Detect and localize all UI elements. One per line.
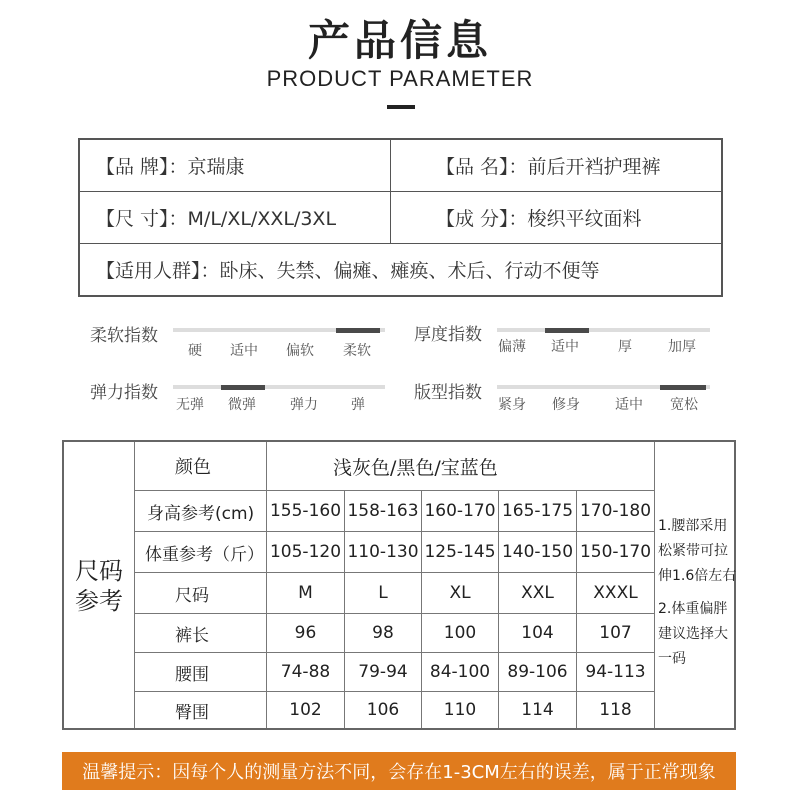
product-name-cell: 【品 名】：前后开裆护理裤: [436, 156, 661, 178]
size-cell: 160-170: [424, 501, 496, 521]
grid-line: [576, 490, 577, 728]
title-divider: [387, 105, 415, 109]
size-cell: 110-130: [347, 542, 419, 562]
softness-option: 柔软: [343, 343, 371, 359]
size-cell: XXL: [521, 583, 554, 603]
size-row-label: 臀围: [175, 702, 209, 723]
softness-scale: [173, 328, 385, 332]
size-reference-table: [62, 440, 736, 730]
color-value: 浅灰色/黑色/宝蓝色: [333, 456, 498, 479]
softness-scale-indicator: [336, 328, 380, 333]
size-row-label: 身高参考(cm): [147, 503, 255, 524]
note-line: 建议选择大: [658, 626, 728, 642]
size-cell: 79-94: [358, 662, 408, 682]
size-cell: 89-106: [507, 662, 568, 682]
softness-index-label: 柔软指数: [90, 326, 158, 346]
size-cell: 104: [521, 623, 554, 643]
size-cell: 102: [289, 700, 322, 720]
fit-scale: [497, 385, 710, 389]
size-cell: 100: [443, 623, 477, 643]
size-cell: 【尺 寸】：M/L/XL/XXL/3XL: [96, 208, 337, 230]
elasticity-scale: [173, 385, 385, 389]
size-notes: [658, 514, 738, 672]
size-cell: 165-175: [501, 501, 574, 521]
elasticity-scale-indicator: [221, 385, 265, 390]
fit-index-label: 版型指数: [414, 383, 482, 403]
size-cell: 118: [599, 700, 632, 720]
fit-option: 紧身: [498, 397, 526, 413]
elasticity-option: 弹: [351, 397, 365, 413]
page-subtitle: PRODUCT PARAMETER: [266, 66, 534, 91]
size-row-label: 裤长: [175, 625, 209, 646]
grid-line: [344, 490, 345, 728]
size-row-label: 腰围: [175, 664, 209, 685]
product-parameter-table: [78, 138, 723, 297]
thickness-option: 厚: [618, 339, 632, 355]
size-cell: 105-120: [269, 542, 342, 562]
size-cell: 114: [521, 700, 554, 720]
size-reference-title-line: 尺码: [75, 557, 123, 585]
size-cell: 106: [366, 700, 400, 720]
size-cell: 110: [443, 700, 477, 720]
size-cell: 140-150: [501, 542, 574, 562]
note-line: 1.腰部采用: [658, 518, 728, 534]
size-cell: M: [298, 583, 313, 603]
fit-scale-indicator: [660, 385, 706, 390]
size-row-label: 尺码: [175, 585, 209, 606]
grid-line: [421, 490, 422, 728]
thickness-index-label: 厚度指数: [414, 325, 482, 345]
size-cell: 170-180: [579, 501, 652, 521]
fit-option: 宽松: [670, 397, 698, 413]
size-cell: 96: [294, 623, 317, 643]
softness-option: 硬: [188, 343, 202, 359]
size-row-label: 体重参考（斤）: [145, 544, 264, 565]
size-cell: 84-100: [429, 662, 491, 682]
thickness-scale-indicator: [545, 328, 589, 333]
elasticity-option: 弹力: [290, 397, 318, 413]
brand-cell: 【品 牌】：京瑞康: [96, 156, 245, 178]
size-cell: 155-160: [269, 501, 342, 521]
size-cell: 98: [372, 623, 394, 643]
size-cell: 158-163: [347, 501, 419, 521]
param-row-2: [80, 192, 721, 244]
note-line: 一码: [658, 651, 686, 667]
elasticity-option: 无弹: [176, 397, 204, 413]
thickness-scale: [497, 328, 710, 332]
grid-line: [498, 490, 499, 728]
note-line: 松紧带可拉: [658, 543, 728, 559]
param-row-3: [80, 244, 721, 295]
size-cell: 107: [599, 623, 632, 643]
thickness-option: 偏薄: [498, 339, 526, 355]
thickness-option: 加厚: [668, 339, 696, 355]
size-cell: XXXL: [593, 583, 638, 603]
page-title: 产品信息: [307, 16, 492, 65]
size-cell: L: [378, 583, 388, 603]
size-reference-title-line: 参考: [75, 587, 123, 615]
material-cell: 【成 分】：梭织平纹面料: [436, 208, 642, 230]
elasticity-index-label: 弹力指数: [90, 383, 158, 403]
users-cell: 【适用人群】：卧床、失禁、偏瘫、瘫痪、术后、行动不便等: [96, 260, 600, 282]
size-cell: 125-145: [424, 542, 496, 562]
grid-line: [654, 442, 655, 728]
param-divider: [390, 192, 391, 243]
size-cell: 74-88: [280, 662, 331, 682]
color-label: 颜色: [175, 457, 211, 478]
size-cell: 94-113: [585, 662, 646, 682]
softness-option: 偏软: [286, 343, 314, 359]
note-line: 2.体重偏胖: [658, 601, 728, 617]
param-row-1: [80, 140, 721, 192]
elasticity-option: 微弹: [228, 397, 256, 413]
warm-tip-banner: 温馨提示：因每个人的测量方法不同，会存在1-3CM左右的误差，属于正常现象: [62, 752, 736, 790]
size-cell: 150-170: [579, 542, 652, 562]
softness-option: 适中: [230, 343, 258, 359]
thickness-option: 适中: [551, 339, 579, 355]
note-line: 伸1.6倍左右: [658, 568, 737, 584]
param-divider: [390, 140, 391, 191]
fit-option: 修身: [552, 397, 580, 413]
size-reference-title: [64, 556, 134, 616]
fit-option: 适中: [615, 397, 643, 413]
size-cell: XL: [449, 583, 471, 603]
